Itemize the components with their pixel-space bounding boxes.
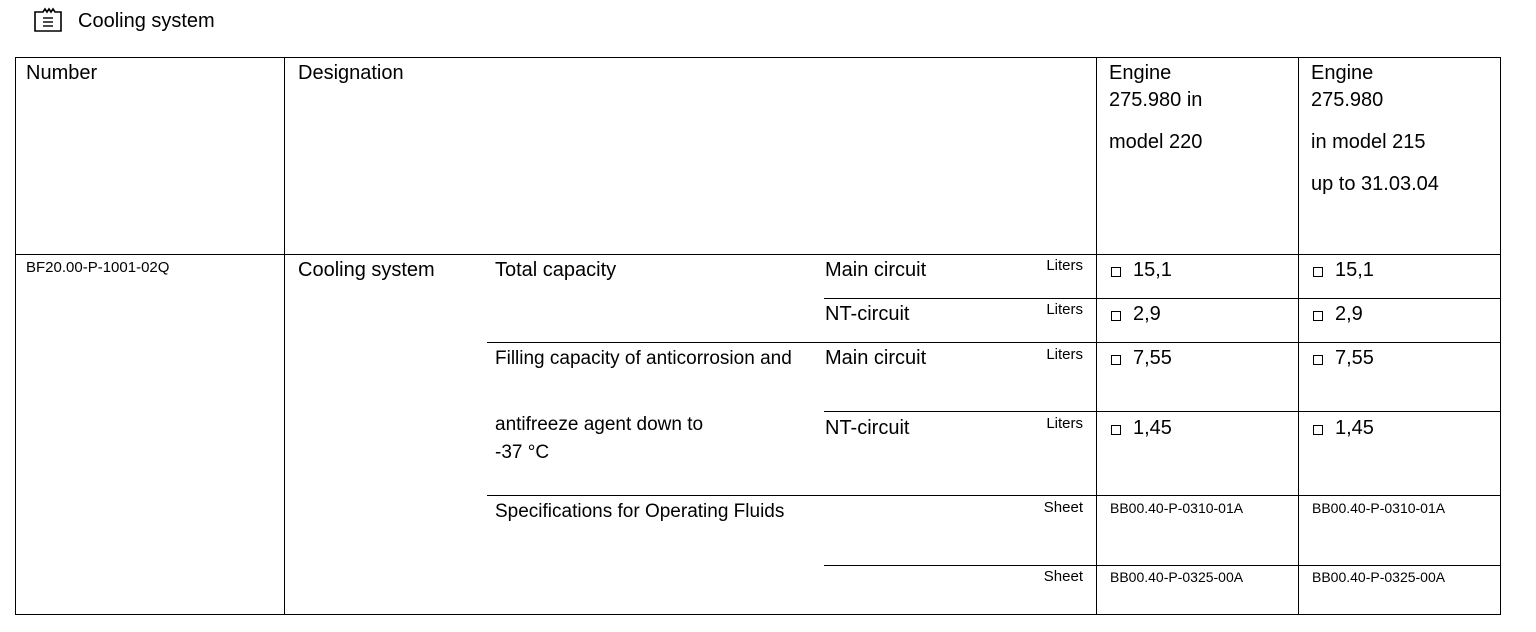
row3-circuit: Main circuit (825, 347, 927, 369)
row4-item: antifreeze agent down to -37 °C (495, 414, 704, 463)
row4-circuit: NT-circuit (825, 417, 910, 439)
row3-value-engine1 (1111, 345, 1172, 371)
row1-circuit: Main circuit (825, 259, 927, 281)
checkbox-icon (1111, 425, 1121, 435)
row1-v2-text: 15,1 (1335, 259, 1374, 281)
col-divider-engine2 (1298, 57, 1299, 615)
row-divider-4 (487, 495, 1501, 496)
row-divider-2 (487, 342, 1501, 343)
row4-unit: Liters (1046, 415, 1083, 432)
checkbox-icon (1111, 311, 1121, 321)
row4-v2-text: 1,45 (1335, 417, 1374, 439)
row-divider-1 (824, 298, 1501, 299)
row5-value-engine1: BB00.40-P-0310-01A (1110, 500, 1244, 516)
header-engine1-line2: 275.980 in (1109, 89, 1203, 111)
table-border-top (15, 57, 1501, 58)
row1-value-engine2 (1313, 257, 1374, 283)
table-border-left (15, 57, 16, 615)
row3-unit: Liters (1046, 346, 1083, 363)
row5-unit: Sheet (1043, 499, 1083, 516)
checkbox-icon (1111, 355, 1121, 365)
row1-unit: Liters (1046, 257, 1083, 274)
col-divider-number (284, 57, 285, 615)
row6-unit: Sheet (1043, 568, 1083, 585)
table-border-bottom (15, 614, 1501, 615)
header-engine2-line4: up to 31.03.04 (1311, 173, 1439, 195)
checkbox-icon (1313, 311, 1323, 321)
checkbox-icon (1313, 355, 1323, 365)
header-engine2-line3: in model 215 (1311, 131, 1426, 153)
table-border-right (1500, 57, 1501, 615)
engine-book-icon (33, 6, 63, 34)
checkbox-icon (1111, 267, 1121, 277)
row1-v1-text: 15,1 (1133, 259, 1172, 281)
row2-unit: Liters (1046, 301, 1083, 318)
row4-value-engine1 (1111, 415, 1172, 441)
row5-value-engine2: BB00.40-P-0310-01A (1312, 500, 1446, 516)
row3-item: Filling capacity of anticorrosion and (495, 348, 792, 369)
row3-v2-text: 7,55 (1335, 347, 1374, 369)
row5-item: Specifications for Operating Fluids (495, 501, 785, 522)
row-divider-3 (824, 411, 1501, 412)
row4-v1-text: 1,45 (1133, 417, 1172, 439)
row1-item: Total capacity (495, 259, 617, 281)
row2-circuit: NT-circuit (825, 303, 910, 325)
header-number: Number (26, 62, 98, 84)
row3-value-engine2 (1313, 345, 1374, 371)
header-engine1-line1: Engine (1109, 62, 1172, 84)
row6-value-engine1: BB00.40-P-0325-00A (1110, 569, 1244, 585)
section-title: Cooling system (78, 10, 215, 32)
checkbox-icon (1313, 267, 1323, 277)
checkbox-icon (1313, 425, 1323, 435)
row2-v2-text: 2,9 (1335, 303, 1363, 325)
header-engine2-line1: Engine (1311, 62, 1374, 84)
row-divider-5 (824, 565, 1501, 566)
row2-v1-text: 2,9 (1133, 303, 1161, 325)
header-divider (15, 254, 1501, 255)
row6-value-engine2: BB00.40-P-0325-00A (1312, 569, 1446, 585)
document-number: BF20.00-P-1001-02Q (26, 259, 170, 276)
col-divider-engine1 (1096, 57, 1097, 615)
system-name: Cooling system (298, 259, 435, 281)
header-engine1-line3: model 220 (1109, 131, 1203, 153)
row1-value-engine1 (1111, 257, 1172, 283)
row2-value-engine2 (1313, 301, 1363, 327)
header-engine2-line2: 275.980 (1311, 89, 1384, 111)
row3-v1-text: 7,55 (1133, 347, 1172, 369)
row4-value-engine2 (1313, 415, 1374, 441)
header-designation: Designation (298, 62, 404, 84)
row2-value-engine1 (1111, 301, 1161, 327)
